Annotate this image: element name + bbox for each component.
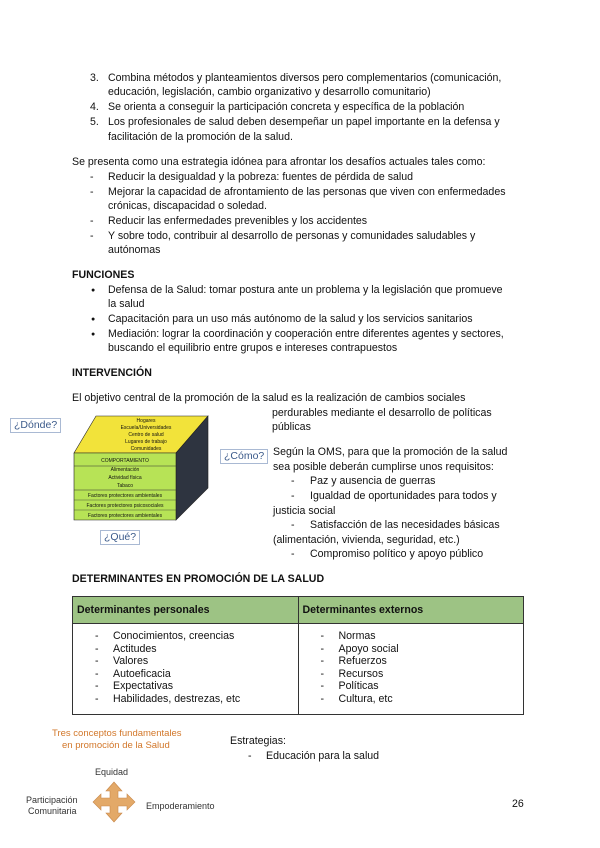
list-item: - Habilidades, destrezas, etc — [95, 693, 294, 706]
list-item: - Políticas — [321, 680, 520, 693]
col-header-external: Determinantes externos — [298, 597, 524, 624]
table-row — [73, 624, 524, 715]
table-header-row — [73, 597, 524, 624]
strategy-item: - Y sobre todo, contribuir al desarrollo de personas y comunidades saludables y — [108, 230, 475, 243]
requirement-dash: - — [291, 548, 295, 560]
funciones-item-cont: la salud — [108, 298, 145, 310]
funciones-item: ● Mediación: lograr la coordinación y cooperación entre diferentes agentes y sectores, — [108, 328, 504, 341]
list-item: - Normas — [321, 630, 520, 643]
intervencion-heading: INTERVENCIÓN — [72, 367, 152, 379]
three-way-arrow-icon — [92, 780, 136, 824]
intervencion-text: públicas — [272, 421, 311, 433]
list-item: - Conocimientos, creencias — [95, 630, 294, 643]
col-header-personal: Determinantes personales — [73, 597, 299, 624]
where-label: ¿Dónde? — [10, 418, 61, 433]
numbered-item-line: educación, legislación, cambio organizativo y desarrollo comunitario) — [108, 86, 431, 98]
intervencion-text: El objetivo central de la promoción de la salud es la realización de cambios sociales — [72, 392, 466, 404]
estrategias-dash: - — [248, 750, 252, 762]
numbered-item-line: Los profesionales de salud deben desempeñar un papel importante en la defensa y — [108, 116, 500, 128]
numbered-item-num: 4. — [90, 101, 99, 113]
strategy-item-cont: autónomas — [108, 244, 161, 256]
cube-top-line: Hogares — [136, 418, 156, 424]
cube-top-line: Escuela/Universidades — [120, 425, 172, 431]
cube-top-line: Comunidades — [130, 446, 162, 452]
equidad-label: Equidad — [95, 767, 129, 777]
what-label: ¿Qué? — [100, 530, 140, 545]
cube-front-line: Factores protectores ambientales — [87, 513, 163, 519]
conceptos-title: Tres conceptos fundamentales — [52, 728, 182, 739]
list-item: - Apoyo social — [321, 643, 520, 656]
numbered-item-line: Se orienta a conseguir la participación concreta y específica de la población — [108, 101, 465, 113]
cube-front-labels — [74, 457, 176, 521]
list-item: - Cultura, etc — [321, 693, 520, 706]
determinantes-heading: DETERMINANTES EN PROMOCIÓN DE LA SALUD — [72, 573, 325, 585]
requirement-item: Paz y ausencia de guerras — [310, 475, 436, 487]
funciones-heading: FUNCIONES — [72, 269, 135, 281]
strategy-item: - Mejorar la capacidad de afrontamiento de las personas que viven con enfermedades — [108, 186, 506, 199]
numbered-item-num: 3. — [90, 72, 99, 84]
funciones-item-cont: buscando el equilibrio entre grupos e intereses contrapuestos — [108, 342, 398, 354]
oms-text: sea posible deberán cumplirse unos requisitos: — [273, 461, 494, 473]
cube-front-line: Factores protectores ambientales — [87, 493, 163, 499]
numbered-item-line: Combina métodos y planteamientos diversos pero complementarios (comunicación, — [108, 72, 502, 84]
requirement-item: Igualdad de oportunidades para todos y — [310, 490, 497, 502]
cube-top-line: Lugares de trabajo — [125, 439, 167, 445]
page-number: 26 — [512, 798, 524, 810]
funciones-item: ● Capacitación para un uso más autónomo de la salud y los servicios sanitarios — [108, 313, 473, 326]
requirement-dash: - — [291, 490, 295, 502]
estrategias-item: Educación para la salud — [266, 750, 380, 762]
determinantes-table — [72, 596, 524, 715]
participacion-label: Comunitaria — [28, 806, 77, 816]
funciones-item: ● Defensa de la Salud: tomar postura ante un problema y la legislación que promueve — [108, 284, 503, 297]
requirement-item-cont: (alimentación, vivienda, seguridad, etc.) — [273, 534, 460, 546]
requirement-item-cont: justicia social — [273, 505, 336, 517]
strategy-item-cont: crónicas, discapacidad o soledad. — [108, 200, 268, 212]
empoderamiento-label: Empoderamiento — [146, 801, 215, 811]
cube-top-line: Centro de salud — [128, 432, 164, 438]
list-item: - Expectativas — [95, 680, 294, 693]
estrategias-heading: Estrategias: — [230, 735, 286, 747]
cube-front-line: Factores protectores psicosociales — [86, 503, 164, 509]
list-item: - Actitudes — [95, 643, 294, 656]
health-promotion-cube — [66, 414, 216, 524]
how-label: ¿Cómo? — [220, 449, 268, 464]
requirement-dash: - — [291, 475, 295, 487]
numbered-item-line: facilitación de la promoción de la salud. — [108, 131, 293, 143]
list-item: - Recursos — [321, 668, 520, 681]
strategy-intro: Se presenta como una estrategia idónea para afrontar los desafíos actuales tales como: — [72, 156, 486, 168]
requirement-dash: - — [291, 519, 295, 531]
cube-front-line: Tabaco — [116, 483, 134, 489]
conceptos-title: en promoción de la Salud — [62, 740, 170, 751]
strategy-item: - Reducir las enfermedades prevenibles y los accidentes — [108, 215, 367, 228]
external-cell — [298, 624, 524, 715]
requirement-item: Compromiso político y apoyo público — [310, 548, 484, 560]
cube-front-line: Actividad física — [108, 475, 142, 481]
participacion-label: Participación — [26, 795, 78, 805]
cube-top-labels — [96, 418, 196, 453]
list-item: - Valores — [95, 655, 294, 668]
cube-front-line: Alimentación — [110, 467, 140, 473]
intervencion-text: perdurables mediante el desarrollo de políticas — [272, 407, 492, 419]
oms-text: Según la OMS, para que la promoción de la salud — [273, 446, 508, 458]
list-item: - Refuerzos — [321, 655, 520, 668]
list-item: - Autoeficacia — [95, 668, 294, 681]
numbered-item-num: 5. — [90, 116, 99, 128]
strategy-item: - Reducir la desigualdad y la pobreza: fuentes de pérdida de salud — [108, 171, 413, 184]
requirement-item: Satisfacción de las necesidades básicas — [310, 519, 500, 531]
personal-cell — [73, 624, 299, 715]
cube-front-line: COMPORTAMIENTO — [101, 458, 149, 464]
